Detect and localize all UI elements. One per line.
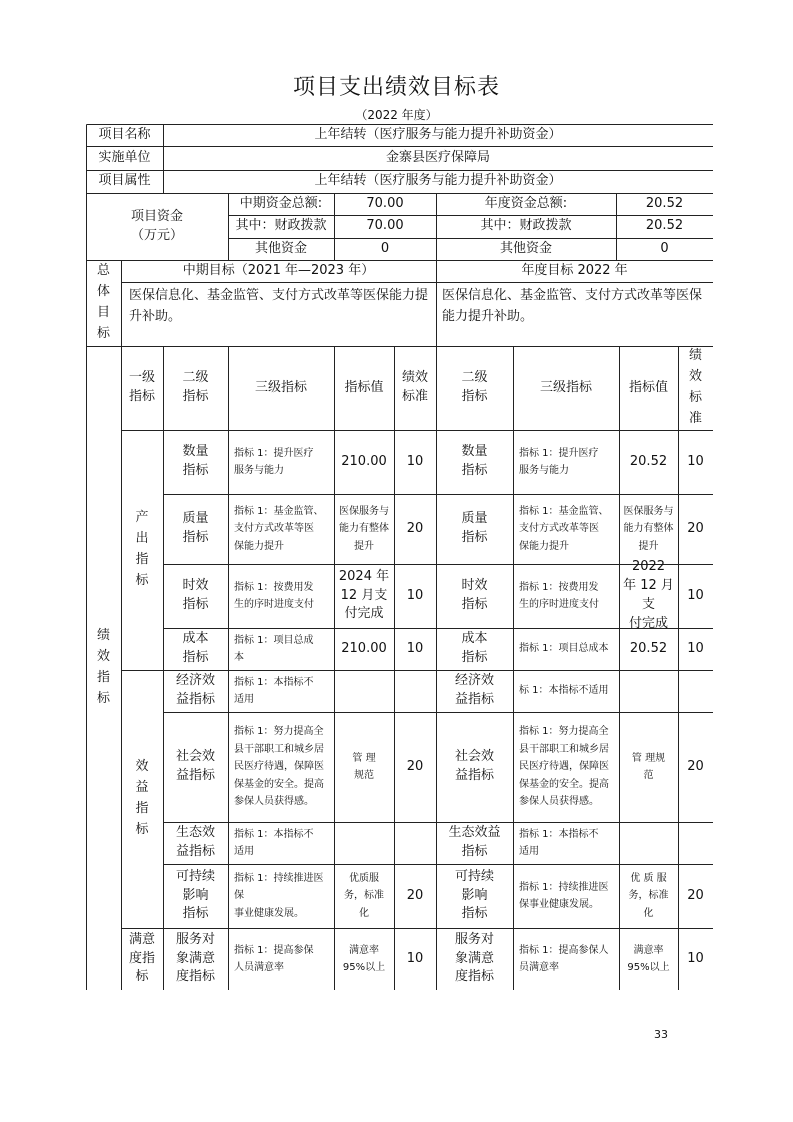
level3-header-right: 三级指标	[539, 379, 592, 395]
level2-cell-right: 服务对 象满意 度指标	[454, 931, 494, 985]
level2-cell: 社会效 益指标	[175, 749, 215, 783]
year-total-label: 年度资金总额:	[484, 195, 568, 211]
level3-cell-right: 标 1：本指标不适用	[519, 685, 609, 697]
level2-cell: 数量 指标	[182, 444, 209, 478]
level2-cell: 可持续 影响 指标	[175, 868, 215, 922]
target-value-cell	[334, 822, 394, 864]
target-value-header: 指标值	[344, 379, 384, 395]
level3-cell: 指标 1：本指标不 适用	[234, 828, 314, 857]
level3-cell: 指标 1：提升医疗 服务与能力	[234, 447, 314, 476]
level3-cell: 指标 1：基金监管、 支付方式改革等医 保能力提升	[234, 505, 324, 552]
level3-cell-right: 指标 1：本指标不 适用	[519, 828, 599, 857]
level3-cell: 指标 1：持续推进医保 事业健康发展。	[234, 872, 324, 919]
level2-cell-right: 社会效 益指标	[454, 749, 494, 783]
target-value-cell: 210.00	[341, 640, 387, 656]
project-attribute-label: 项目属性	[98, 173, 151, 189]
project-name-value: 上年结转（医疗服务与能力提升补助资金）	[314, 126, 562, 142]
level3-cell: 指标 1：提高参保 人员满意率	[234, 944, 314, 973]
standard-cell-right: 10	[687, 587, 704, 603]
mid-total-label: 中期资金总额:	[239, 195, 323, 211]
output-indicators-group: 产 出 指 标	[135, 510, 149, 588]
standard-cell-right: 10	[687, 453, 704, 469]
standard-cell-right	[678, 670, 713, 712]
standard-cell-right: 10	[687, 640, 704, 656]
target-value-cell	[334, 670, 394, 712]
level2-cell-right: 数量 指标	[461, 444, 488, 478]
standard-cell: 10	[406, 640, 424, 656]
page-title: 项目支出绩效目标表	[292, 75, 500, 100]
level3-cell: 指标 1：努力提高全 县干部职工和城乡居 民医疗待遇，保障医 保基金的安全。提高 参保人员获得感。	[234, 726, 324, 808]
mid-fiscal-value: 70.00	[366, 218, 404, 234]
level2-cell-right: 经济效 益指标	[454, 673, 494, 707]
project-attribute-value: 上年结转（医疗服务与能力提升补助资金）	[314, 173, 562, 189]
implementing-unit-label: 实施单位	[98, 149, 151, 165]
level2-cell: 生态效 益指标	[175, 825, 215, 859]
page-number: 33	[654, 1028, 668, 1041]
level3-cell: 指标 1：本指标不 适用	[234, 676, 314, 705]
level1-header: 一级 指标	[128, 370, 155, 404]
level3-cell-right: 指标 1：基金监管、 支付方式改革等医 保能力提升	[519, 505, 609, 552]
target-value-header-right: 指标值	[628, 379, 668, 395]
level2-cell: 成本 指标	[182, 631, 209, 665]
target-value-cell-right: 管 理规 范	[631, 752, 666, 781]
performance-goal-table	[86, 124, 713, 990]
target-value-cell: 满意率 95%以上	[342, 944, 386, 973]
standard-header-right: 绩 效 标 准	[688, 348, 702, 426]
project-funds-label: 项目资金 （万元）	[130, 208, 183, 243]
level2-cell-right: 可持续 影响 指标	[454, 868, 494, 922]
level3-cell-right: 指标 1：按费用发 生的序时进度支付	[519, 581, 599, 610]
level2-cell-right: 时效 指标	[461, 578, 488, 612]
target-value-cell-right	[619, 670, 678, 712]
level3-cell: 指标 1：项目总成 本	[234, 634, 314, 663]
year-fiscal-label: 其中：财政拨款	[480, 218, 572, 234]
target-value-cell: 优质服 务，标准 化	[344, 872, 384, 919]
target-value-cell-right	[619, 822, 678, 864]
mid-total-value: 70.00	[366, 195, 404, 211]
standard-cell-right: 20	[687, 758, 704, 774]
level2-header: 二级 指标	[182, 370, 209, 404]
standard-cell-right: 20	[687, 520, 704, 536]
year-label: （2022 年度）	[355, 108, 438, 122]
level3-cell-right: 指标 1：提升医疗 服务与能力	[519, 447, 599, 476]
level3-cell-right: 指标 1：持续推进医 保事业健康发展。	[519, 881, 609, 910]
year-goal-header: 年度目标 2022 年	[521, 262, 628, 278]
level2-cell-right: 生态效益 指标	[448, 825, 501, 859]
target-value-cell-right: 优 质 服 务，标准 化	[628, 872, 669, 919]
performance-indicators-label: 绩 效 指 标	[96, 628, 110, 706]
target-value-cell: 2024 年 12 月支 付完成	[338, 568, 390, 622]
overall-goal-label: 总 体 目 标	[96, 263, 110, 341]
target-value-cell: 医保服务与 能力有整体 提升	[339, 505, 389, 552]
level2-cell: 质量 指标	[182, 511, 209, 545]
level2-cell: 时效 指标	[182, 578, 209, 612]
level2-cell: 服务对 象满意 度指标	[175, 931, 215, 985]
year-other-label: 其他资金	[499, 240, 552, 256]
standard-cell: 20	[406, 758, 424, 774]
standard-cell: 20	[406, 520, 424, 536]
year-fiscal-value: 20.52	[645, 218, 684, 234]
target-value-cell-right: 医保服务与 能力有整体 提升	[623, 505, 674, 552]
standard-cell	[394, 670, 436, 712]
target-value-cell-right: 20.52	[629, 640, 668, 656]
target-value-cell: 210.00	[341, 453, 387, 469]
standard-cell-right	[678, 822, 713, 864]
project-name-label: 项目名称	[98, 126, 151, 142]
target-value-cell: 管 理 规范	[352, 752, 376, 781]
level3-header: 三级指标	[254, 379, 307, 395]
level3-cell-right: 指标 1：努力提高全 县干部职工和城乡居 民医疗待遇，保障医 保基金的安全。提高 参保人员获得感。	[519, 726, 609, 808]
standard-cell-right: 20	[687, 887, 704, 903]
mid-goal-header: 中期目标（2021 年—2023 年）	[182, 262, 375, 278]
standard-cell: 10	[406, 950, 424, 966]
level3-cell: 指标 1：按费用发 生的序时进度支付	[234, 581, 314, 610]
satisfaction-indicators-group: 满意 度指 标	[128, 931, 155, 985]
level3-cell-right: 指标 1：提高参保人 员满意率	[519, 944, 609, 973]
year-total-value: 20.52	[645, 195, 684, 211]
target-value-cell-right: 满意率 95%以上	[627, 944, 670, 973]
standard-cell: 10	[406, 453, 424, 469]
standard-cell: 20	[406, 887, 424, 903]
standard-cell	[394, 822, 436, 864]
level2-cell-right: 成本 指标	[461, 631, 488, 665]
mid-other-label: 其他资金	[254, 240, 307, 256]
target-value-cell-right: 2022 年 12 月支 付完成	[623, 559, 674, 631]
level2-cell-right: 质量 指标	[461, 511, 488, 545]
level2-cell: 经济效 益指标	[175, 673, 215, 707]
mid-other-value: 0	[380, 240, 390, 256]
year-other-value: 0	[660, 240, 669, 256]
level2-header-right: 二级 指标	[461, 370, 488, 404]
implementing-unit-value: 金寨县医疗保障局	[385, 149, 490, 165]
mid-fiscal-label: 其中：财政拨款	[235, 218, 327, 234]
standard-cell-right: 10	[687, 950, 704, 966]
benefit-indicators-group: 效 益 指 标	[135, 759, 149, 837]
mid-goal-text: 医保信息化、基金监管、支付方式改革等医保能力提升补助。	[129, 288, 429, 324]
level3-cell-right: 指标 1：项目总成本	[519, 643, 609, 655]
standard-header: 绩效 标准	[401, 370, 428, 404]
target-value-cell-right: 20.52	[629, 453, 668, 469]
standard-cell: 10	[406, 587, 424, 603]
year-goal-text: 医保信息化、基金监管、支付方式改革等医保能力提升补助。	[442, 288, 703, 324]
